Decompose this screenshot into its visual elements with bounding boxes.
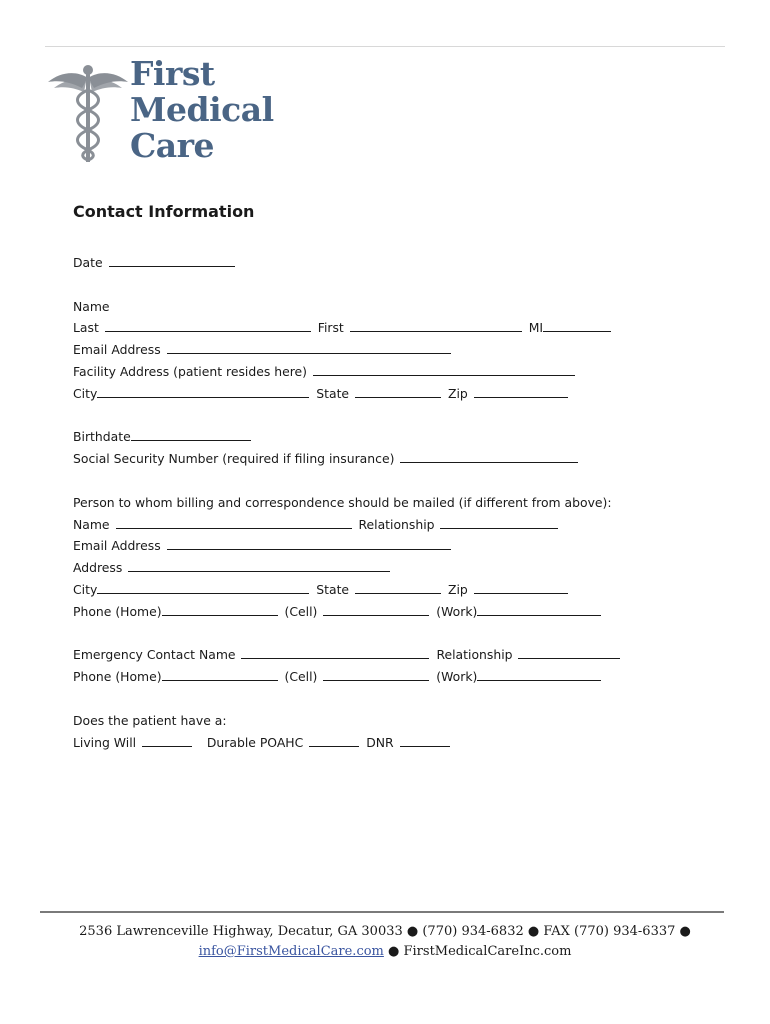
durable-poahc-label: Durable POAHC — [206, 734, 304, 750]
first-name-field[interactable] — [350, 318, 522, 332]
phone-home-field[interactable] — [162, 602, 278, 616]
email-label: Email Address — [73, 342, 161, 358]
relationship-field[interactable] — [440, 515, 558, 529]
logo-line-first: First — [130, 54, 215, 93]
state-field[interactable] — [355, 384, 441, 398]
emergency-name-field[interactable] — [241, 645, 429, 659]
zip-field[interactable] — [474, 384, 568, 398]
first-name-label: First — [317, 320, 344, 336]
footer-address-line: 2536 Lawrenceville Highway, Decatur, GA 30033 ● (770) 934-6832 ● FAX (770) 934-6337 ● — [79, 924, 691, 939]
footer-website: FirstMedicalCareInc.com — [403, 944, 572, 959]
dnr-label: DNR — [366, 734, 394, 750]
emergency-phone-home-field[interactable] — [162, 667, 278, 681]
phone-work-label: (Work) — [436, 603, 478, 619]
billing-email-field[interactable] — [167, 536, 451, 550]
date-field[interactable] — [109, 253, 235, 267]
facility-address-label: Facility Address (patient resides here) — [73, 363, 307, 379]
caduceus-icon — [46, 60, 130, 164]
logo-line-care: Care — [130, 126, 215, 165]
living-will-label: Living Will — [73, 734, 137, 750]
city-field[interactable] — [97, 384, 309, 398]
billing-state-label: State — [316, 581, 350, 597]
state-label: State — [316, 385, 350, 401]
birthdate-label: Birthdate — [73, 429, 131, 445]
phone-cell-field[interactable] — [323, 602, 429, 616]
relationship-label: Relationship — [358, 516, 435, 532]
durable-poahc-field[interactable] — [309, 733, 359, 747]
billing-name-label: Name — [73, 516, 110, 532]
name-heading: Name — [73, 298, 110, 314]
footer-email-link[interactable]: info@FirstMedicalCare.com — [198, 944, 384, 959]
mi-field[interactable] — [543, 318, 611, 332]
dnr-field[interactable] — [400, 733, 450, 747]
emergency-phone-cell-field[interactable] — [323, 667, 429, 681]
phone-work-field[interactable] — [477, 602, 601, 616]
address-label: Address — [73, 560, 123, 576]
date-label: Date — [73, 255, 103, 270]
logo — [46, 56, 286, 166]
emergency-phone-work-label: (Work) — [436, 669, 478, 685]
city-label: City — [73, 385, 98, 401]
footer-divider — [40, 911, 724, 913]
phone-home-label: Phone (Home) — [73, 603, 162, 619]
emergency-phone-work-field[interactable] — [477, 667, 601, 681]
billing-city-label: City — [73, 581, 98, 597]
living-will-field[interactable] — [142, 733, 192, 747]
footer-separator: ● — [383, 944, 404, 959]
emergency-name-label: Emergency Contact Name — [73, 647, 236, 663]
billing-name-field[interactable] — [116, 515, 352, 529]
logo-wordmark — [130, 56, 274, 164]
email-field[interactable] — [167, 340, 451, 354]
footer-contact-line — [0, 942, 770, 962]
billing-state-field[interactable] — [355, 580, 441, 594]
emergency-relationship-label: Relationship — [436, 647, 513, 663]
emergency-phone-home-label: Phone (Home) — [73, 669, 162, 685]
mi-label: MI — [528, 320, 544, 336]
zip-label: Zip — [447, 385, 468, 401]
page-title: Contact Information — [73, 202, 255, 221]
billing-city-field[interactable] — [97, 580, 309, 594]
billing-zip-label: Zip — [447, 581, 468, 597]
last-name-field[interactable] — [105, 318, 311, 332]
ssn-label: Social Security Number (required if filing insurance) — [73, 451, 395, 467]
phone-cell-label: (Cell) — [284, 603, 318, 619]
directives-question: Does the patient have a: — [73, 712, 227, 728]
emergency-relationship-field[interactable] — [518, 645, 620, 659]
facility-address-field[interactable] — [313, 362, 575, 376]
billing-zip-field[interactable] — [474, 580, 568, 594]
birthdate-field[interactable] — [131, 427, 251, 441]
logo-line-medical: Medical — [130, 90, 274, 129]
footer — [0, 922, 770, 962]
billing-email-label: Email Address — [73, 538, 161, 554]
emergency-phone-cell-label: (Cell) — [284, 669, 318, 685]
contact-form — [73, 252, 733, 753]
last-name-label: Last — [73, 320, 99, 336]
billing-heading: Person to whom billing and correspondence should be mailed (if different from above): — [73, 494, 612, 510]
address-field[interactable] — [128, 558, 390, 572]
ssn-field[interactable] — [400, 449, 578, 463]
top-divider — [45, 46, 725, 47]
